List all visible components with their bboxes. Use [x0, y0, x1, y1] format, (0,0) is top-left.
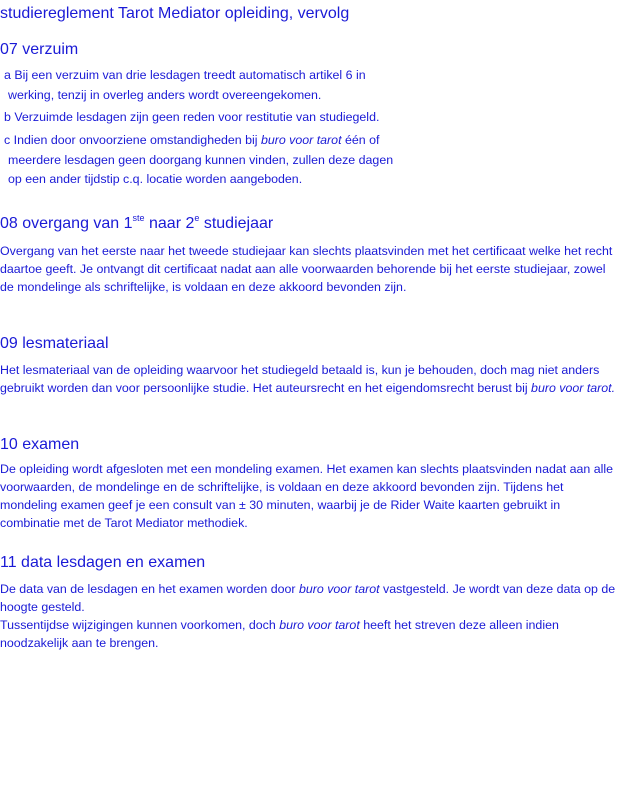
- item-c-line-2: meerdere lesdagen geen doorgang kunnen vinden, zullen deze dagen: [8, 152, 394, 167]
- data-p2-post: heeft het streven deze alleen indien noodzakelijk aan te brengen.: [0, 618, 559, 650]
- data-p1-brand: buro voor tarot: [298, 582, 380, 596]
- heading-overgang-part1: 08 overgang van 1: [0, 215, 133, 232]
- item-c-text-pre: c Indien door onvoorziene omstandigheden bij: [4, 133, 261, 147]
- data-p2-pre: Tussentijdse wijzigingen kunnen voorkomen, doch: [0, 618, 280, 632]
- item-c-line-1: [0, 131, 393, 151]
- data-p1-pre: De data van de lesdagen en het examen worden door: [0, 582, 299, 596]
- section-heading-overgang: [0, 214, 273, 234]
- item-c-brand: buro voor tarot: [260, 133, 342, 147]
- data-p2-brand: buro voor tarot: [279, 618, 360, 632]
- item-c-text-post: één of: [341, 133, 380, 147]
- data-p1-post: vastgesteld. Je wordt van deze data op de hoogte gesteld.: [0, 582, 616, 614]
- heading-overgang-part2: naar 2: [144, 215, 195, 232]
- section-heading-verzuim: 07 verzuim: [0, 41, 79, 58]
- document-title: studiereglement Tarot Mediator opleiding, vervolg: [0, 5, 350, 22]
- heading-overgang-part3: studiejaar: [199, 215, 274, 232]
- item-b-line-1: b Verzuimde lesdagen zijn geen reden voor restitutie van studiegeld.: [4, 110, 380, 124]
- list-item-a: [0, 66, 366, 105]
- lesmateriaal-brand: buro voor tarot.: [531, 381, 616, 395]
- section-heading-data-lesdagen: 11 data lesdagen en examen: [0, 554, 206, 571]
- section-body-lesmateriaal: [0, 361, 621, 397]
- item-a-line-2: werking, tenzij in overleg anders wordt overeengekomen.: [8, 87, 322, 102]
- list-item-b: [0, 108, 379, 128]
- list-item-c: [0, 131, 393, 190]
- section-heading-examen: 10 examen: [0, 436, 80, 453]
- section-body-data-lesdagen: [0, 580, 621, 652]
- item-c-line-3: op een ander tijdstip c.q. locatie worden aangeboden.: [8, 172, 303, 186]
- item-a-line-1: a Bij een verzuim van drie lesdagen treedt automatisch artikel 6 in: [4, 68, 366, 82]
- lesmateriaal-text: Het lesmateriaal van de opleiding waarvoor het studiegeld betaald is, kun je behouden, doch mag niet anders gebruikt worden dan voor persoonlijke studie. Het auteursrecht en het eigendomsrecht berust bij: [0, 363, 600, 395]
- section-body-examen: De opleiding wordt afgesloten met een mondeling examen. Het examen kan slechts plaatsvinden nadat aan alle voorwaarden, de mondelinge en de schriftelijke, is voldaan en deze akkoord bevonden zijn. Tijdens het mondeling examen geef je een consult van ± 30 minuten, waarbij je de Rider Waite kaarten gebruikt in combinatie met de Tarot Mediator methodiek.: [0, 462, 614, 530]
- section-heading-lesmateriaal: 09 lesmateriaal: [0, 335, 109, 352]
- heading-overgang-sup1: ste: [132, 213, 145, 223]
- heading-overgang-sup2: e: [194, 213, 200, 223]
- section-body-overgang: Overgang van het eerste naar het tweede studiejaar kan slechts plaatsvinden met het certificaat welke het recht daartoe geeft. Je ontvangt dit certificaat nadat aan alle voorwaarden behorende bij het eerste studiejaar, zowel de mondelinge als schriftelijke, is voldaan en deze akkoord bevonden zijn.: [0, 244, 613, 294]
